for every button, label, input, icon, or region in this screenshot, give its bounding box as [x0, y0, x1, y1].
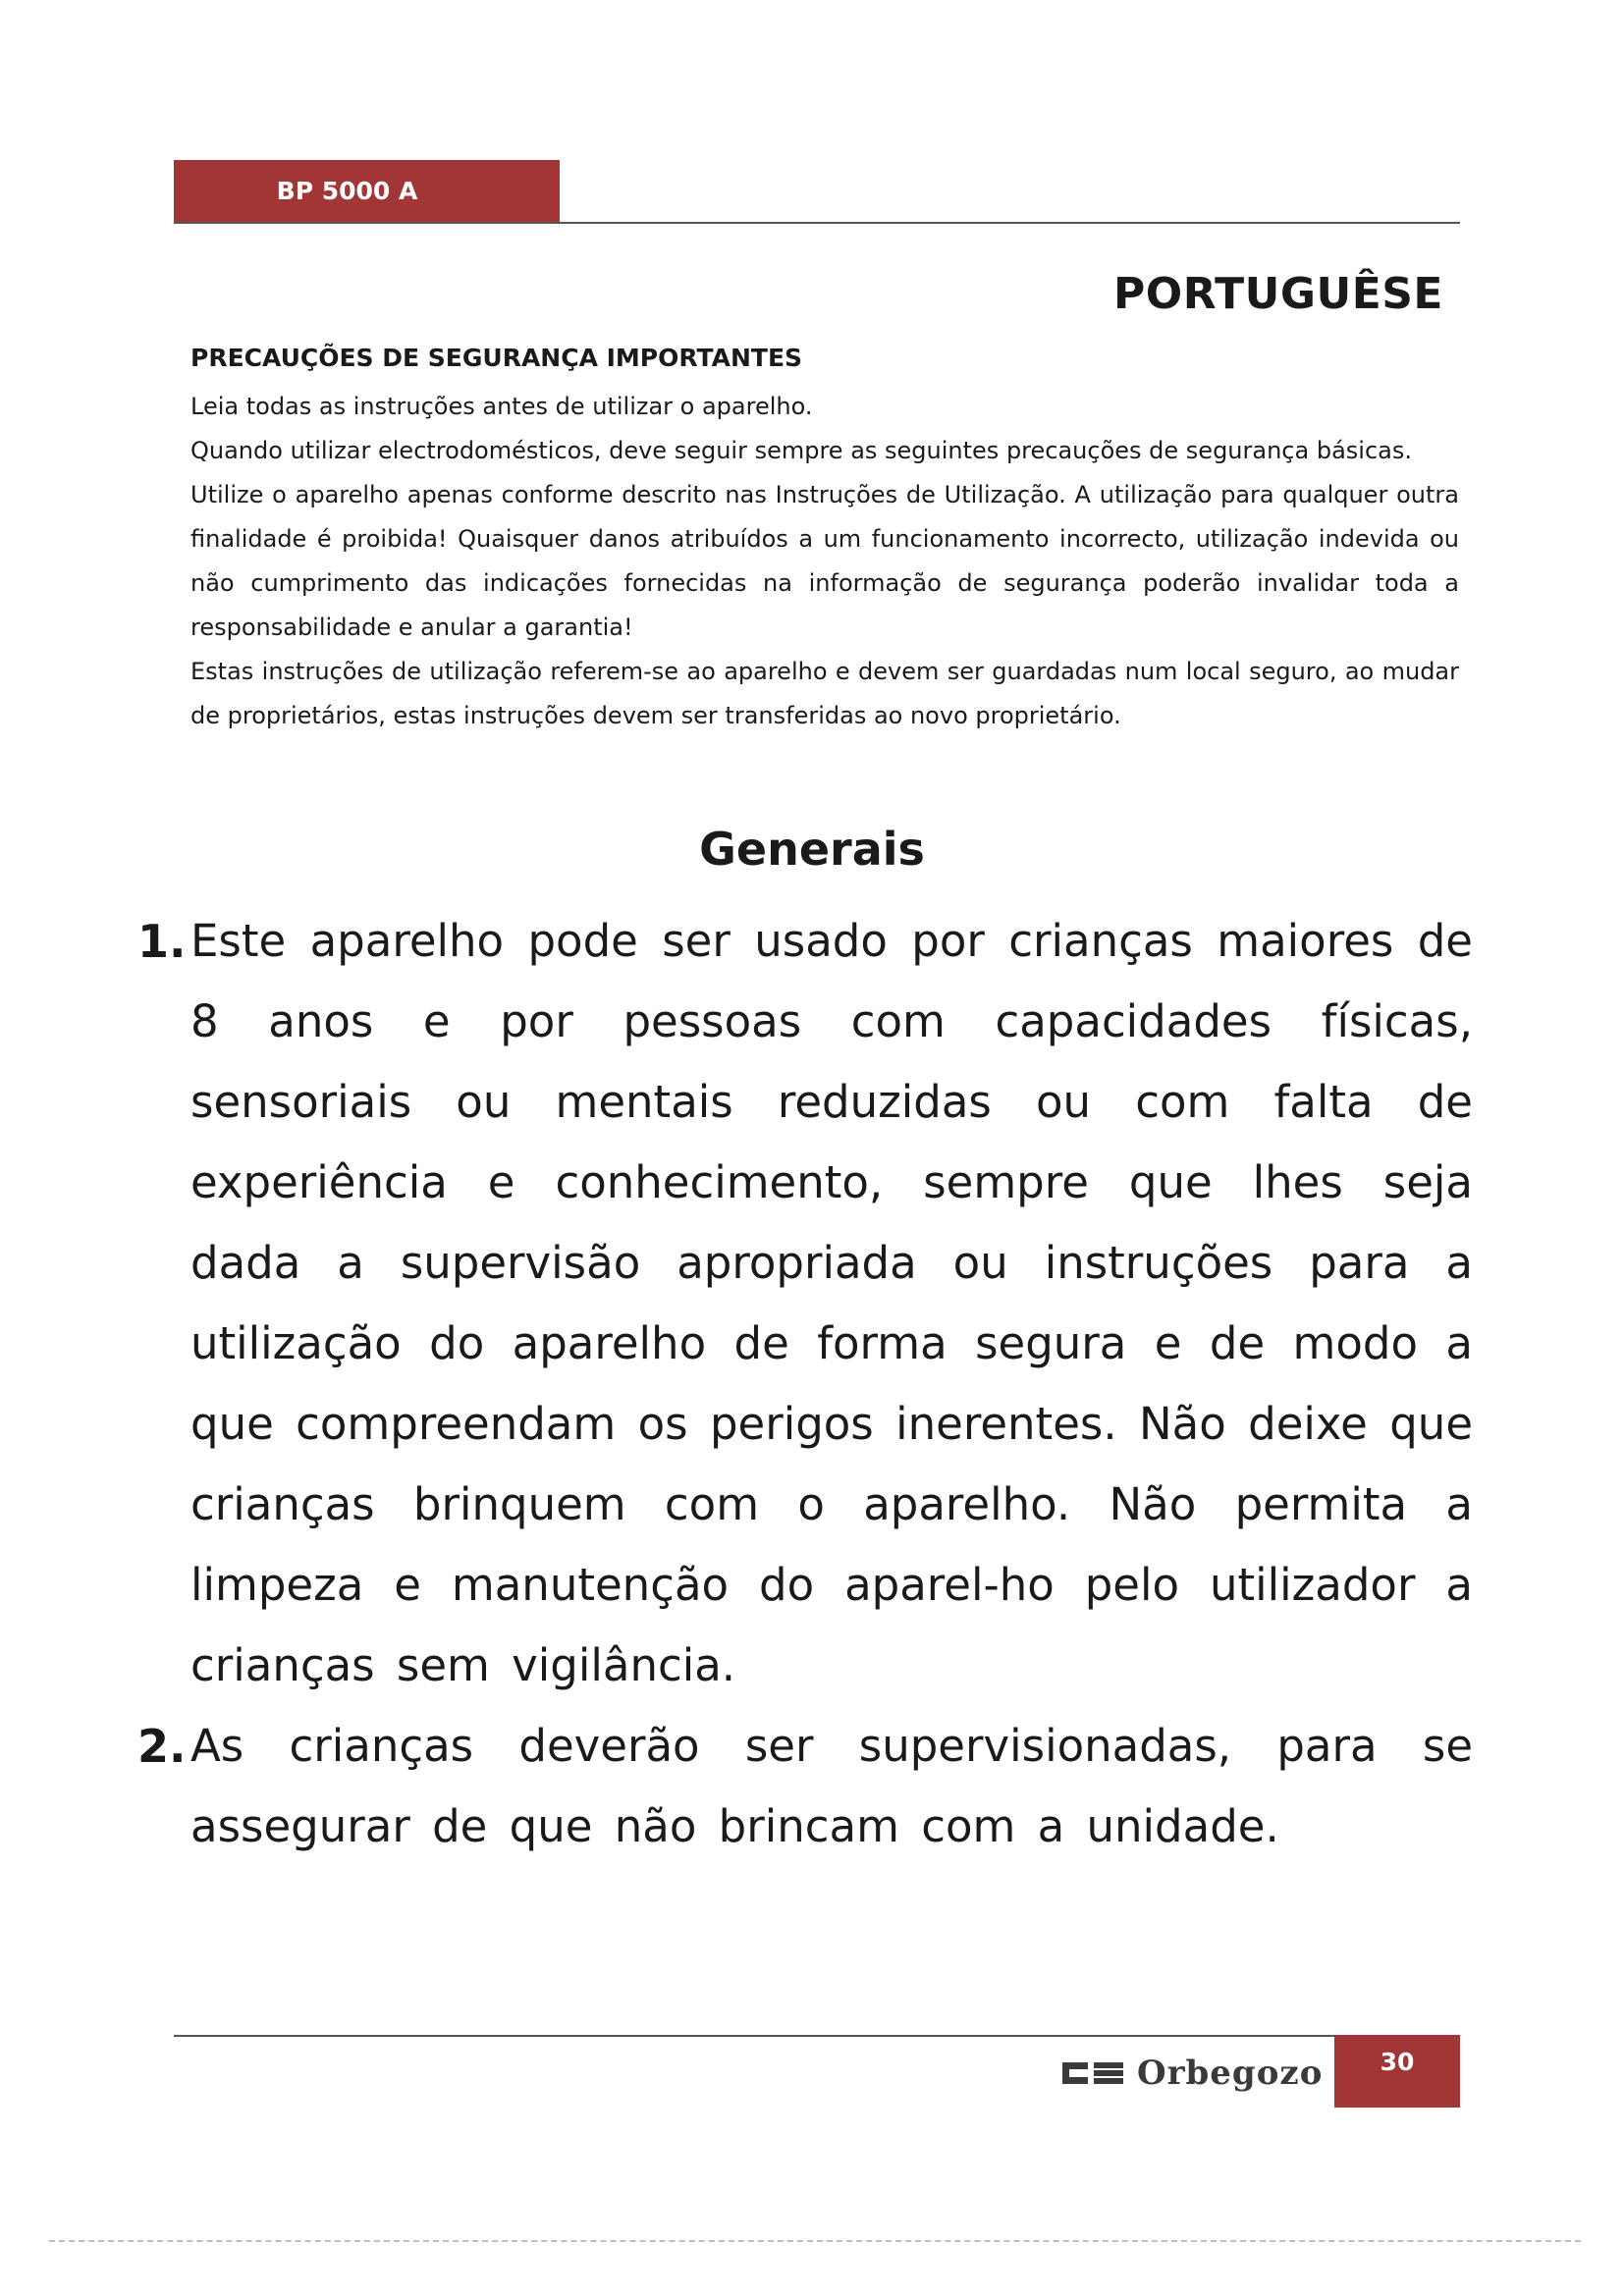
page-number-box — [1334, 2035, 1460, 2108]
list-item-number: 2. — [137, 1720, 187, 1773]
brand-name: Orbegozo — [1137, 2054, 1324, 2093]
model-name: BP 5000 A — [276, 177, 418, 205]
list-item — [137, 1706, 1473, 1867]
language-title: PORTUGUÊSE — [1113, 269, 1443, 319]
page-edge-line — [49, 2240, 1581, 2242]
model-header-tab — [174, 160, 560, 223]
safety-intro — [190, 385, 1459, 738]
safety-paragraph: Leia todas as instruções antes de utilizar o aparelho. — [190, 393, 813, 420]
generals-list — [137, 901, 1473, 1867]
generals-title: Generais — [699, 823, 925, 876]
safety-paragraph: Estas instruções de utilização referem-se ao aparelho e devem ser guardadas num local seguro, ao mudar de proprietários, estas instruções devem ser transferidas ao novo proprietário. — [190, 658, 1459, 729]
page-number: 30 — [1380, 2048, 1415, 2076]
header-divider — [174, 222, 1460, 224]
footer-divider — [174, 2035, 1460, 2037]
list-item-number: 1. — [137, 915, 187, 968]
safety-paragraph: Utilize o aparelho apenas conforme descrito nas Instruções de Utilização. A utilização para qualquer outra finalidade é proibida! Quaisquer danos atribuídos a um funcionamento incorrecto, utilização indevida ou não cumprimento das indicações fornecidas na informação de segurança poderão invalidar toda a responsabilidade e anular a garantia! — [190, 481, 1459, 641]
list-item-text: Este aparelho pode ser usado por crianças maiores de 8 anos e por pessoas com capacidades físicas, sensoriais ou mentais reduzidas ou com falta de experiência e conhecimento, sempre que lhes seja dada a supervisão apropriada ou instruções para a utilização do aparelho de forma segura e de modo a que compreendam os perigos inerentes. Não deixe que crianças brinquem com o aparelho. Não permita a limpeza e manutenção do aparel-ho pelo utilizador a crianças sem vigilância. — [190, 915, 1473, 1691]
list-item-text: As crianças deverão ser supervisionadas, para se assegurar de que não brincam com a unidade. — [190, 1720, 1473, 1852]
brand-mark-icon — [1062, 2058, 1123, 2088]
list-item — [137, 901, 1473, 1706]
safety-paragraph: Quando utilizar electrodomésticos, deve seguir sempre as seguintes precauções de segurança básicas. — [190, 437, 1412, 464]
brand-logo — [1062, 2052, 1323, 2095]
safety-section-title: PRECAUÇÕES DE SEGURANÇA IMPORTANTES — [190, 344, 803, 372]
